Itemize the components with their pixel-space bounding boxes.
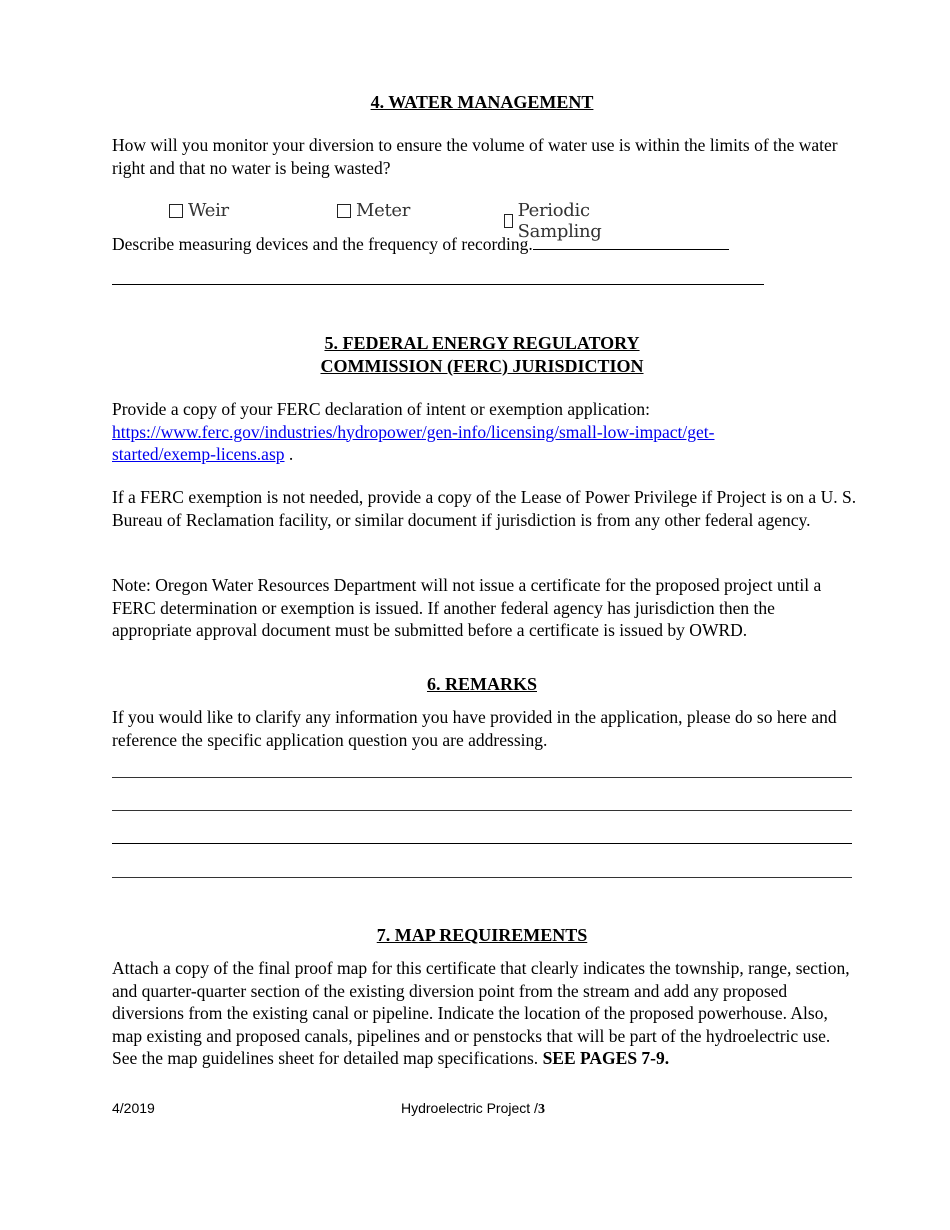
section-7-heading: 7. MAP REQUIREMENTS [376, 925, 588, 945]
see-pages-note: SEE PAGES 7-9. [542, 1048, 670, 1068]
weir-checkbox[interactable] [169, 204, 183, 218]
periodic-sampling-checkbox[interactable] [504, 214, 513, 228]
ferc-link-part-2[interactable]: started/exemp-licens.asp [112, 444, 285, 464]
describe-measuring-blank[interactable] [533, 233, 729, 250]
meter-label: Meter [356, 200, 411, 221]
section-5-heading-line-1: 5. FEDERAL ENERGY REGULATORY [324, 333, 640, 353]
ferc-provide-text: Provide a copy of your FERC declaration of intent or exemption application: [112, 399, 650, 419]
section-6-heading: 6. REMARKS [426, 674, 537, 694]
meter-checkbox[interactable] [337, 204, 351, 218]
footer-project-title: Hydroelectric Project / [401, 1100, 538, 1116]
weir-label: Weir [188, 200, 229, 221]
describe-measuring-label: Describe measuring devices and the frequency of recording. [112, 234, 533, 254]
footer-page-number: 3 [537, 1102, 545, 1117]
section-4-heading: 4. WATER MANAGEMENT [370, 92, 594, 112]
option-meter[interactable] [337, 200, 410, 221]
ferc-provide-paragraph [112, 398, 857, 466]
map-requirements-text: Attach a copy of the final proof map for this certificate that clearly indicates the township, range, section, and quarter-quarter section of the existing diversion point from the stream and add any proposed diversions from the existing canal or pipeline. Indicate the location of the proposed powerhouse. Also, map existing and proposed canals, pipelines and or penstocks that will be part of the hydroelectric use. See the map guidelines sheet for detailed map specifications. [112, 958, 850, 1068]
section-5-heading-line-2: COMMISSION (FERC) JURISDICTION [320, 356, 644, 376]
map-requirements-paragraph [112, 957, 857, 1070]
remarks-line-2[interactable] [112, 810, 852, 811]
section-4-question: How will you monitor your diversion to ensure the volume of water use is within the limits of the water right and that no water is being wasted? [112, 135, 838, 178]
remarks-line-3[interactable] [112, 843, 852, 844]
footer-title [401, 1100, 545, 1118]
footer-date: 4/2019 [112, 1100, 155, 1116]
remarks-line-4[interactable] [112, 877, 852, 878]
option-weir[interactable] [169, 200, 229, 221]
periodic-sampling-label: Periodic Sampling [517, 200, 602, 242]
describe-measuring-line [112, 233, 857, 256]
ferc-link-part-1[interactable]: https://www.ferc.gov/industries/hydropower/gen-info/licensing/small-low-impact/get- [112, 421, 715, 442]
remarks-line-1[interactable] [112, 777, 852, 778]
ferc-exemption-paragraph: If a FERC exemption is not needed, provide a copy of the Lease of Power Privilege if Project is on a U. S. Bureau of Reclamation facility, or similar document if jurisdiction is from any other federal agency. [112, 487, 857, 530]
ferc-link-suffix: . [284, 444, 294, 464]
describe-measuring-blank-line-2[interactable] [112, 284, 764, 285]
ferc-note-paragraph: Note: Oregon Water Resources Department will not issue a certificate for the proposed project until a FERC determination or exemption is issued. If another federal agency has jurisdiction then the appropriate approval document must be submitted before a certificate is issued by OWRD. [112, 575, 822, 640]
remarks-instructions: If you would like to clarify any information you have provided in the application, please do so here and reference the specific application question you are addressing. [112, 707, 837, 750]
